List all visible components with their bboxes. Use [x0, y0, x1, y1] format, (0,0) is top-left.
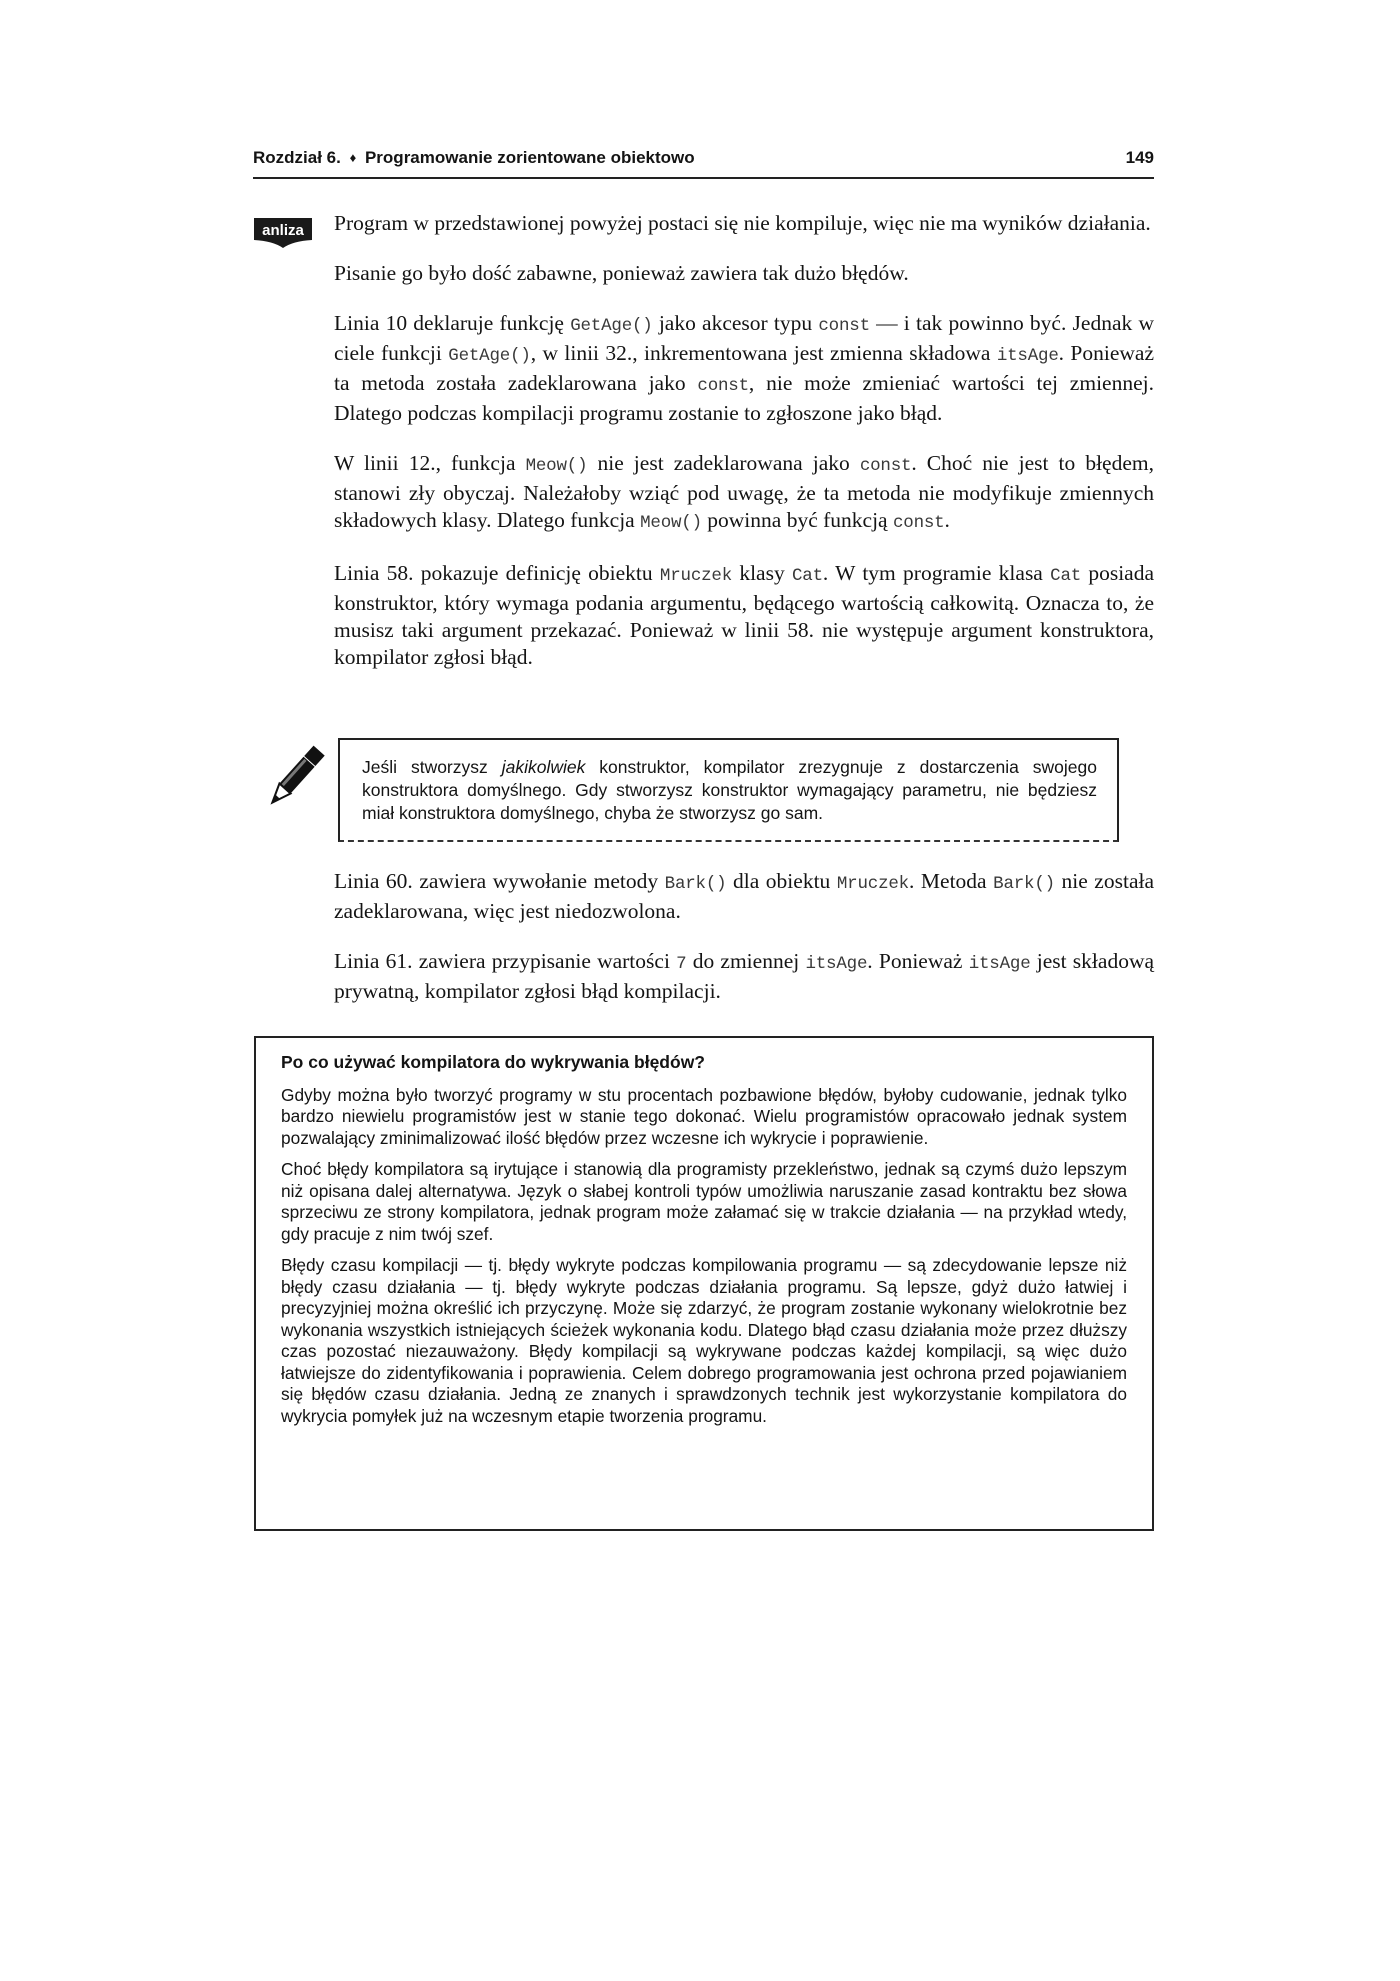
- code-itsage: itsAge: [996, 346, 1059, 366]
- note-emphasis: jakikolwiek: [501, 757, 586, 777]
- paragraph-5: [334, 560, 1154, 671]
- diamond-separator-icon: ♦: [349, 150, 357, 165]
- sidebar-paragraph-2: Choć błędy kompilatora są irytujące i stanowią dla programisty przekleństwo, jednak są czymś dużo lepszym niż opisana dalej alternatywa. Język o słabej kontroli typów umożliwia naruszanie zasad kontraktu bez słowa sprzeciwu ze strony kompilatora, jednak program może załamać się w trakcie działania — na przykład wtedy, gdy pracuje z nim twój szef.: [281, 1159, 1127, 1244]
- chapter-label: Rozdział 6.: [253, 148, 341, 167]
- code-cat: Cat: [791, 566, 823, 586]
- sidebar-paragraph-1: Gdyby można było tworzyć programy w stu procentach pozbawione błędów, byłoby cudowanie, jednak tylko bardzo niewielu programistów jest w stanie tego dokonać. Wielu programistów opracowało jednak system pozwalający zminimalizować ilość błędów przez wczesne ich wykrycie i poprawienie.: [281, 1084, 1127, 1148]
- paragraph-3: [334, 310, 1154, 427]
- text-run: . Choć nie jest to błędem, stanowi zły obyczaj. Należałoby wziąć pod uwagę, że ta metoda nie modyfikuje zmiennych składowych klasy. Dlatego funkcja: [334, 451, 1154, 532]
- pencil-note-icon: [258, 744, 326, 816]
- code-const: const: [697, 376, 749, 396]
- text-run: Linia 58. pokazuje definicję obiektu: [334, 561, 660, 585]
- code-const: const: [818, 316, 870, 336]
- text-run: Linia 10 deklaruje funkcję: [334, 311, 571, 335]
- text-run: powinna być funkcją: [701, 508, 893, 532]
- text-run: nie jest zadeklarowana jako: [587, 451, 860, 475]
- page-number: 149: [1125, 148, 1154, 167]
- code-meow: Meow(): [525, 456, 588, 476]
- text-run: Linia 60. zawiera wywołanie metody: [334, 869, 665, 893]
- text-run: jako akcesor typu: [652, 311, 819, 335]
- code-itsage: itsAge: [805, 954, 868, 974]
- text-run: dla obiektu: [726, 869, 837, 893]
- code-meow: Meow(): [640, 513, 702, 533]
- paragraph-2: Pisanie go było dość zabawne, ponieważ zawiera tak dużo błędów.: [334, 261, 909, 285]
- text-run: nie została zadeklarowana, więc jest niedozwolona.: [334, 869, 1155, 923]
- analysis-badge-icon: [253, 216, 313, 249]
- paragraph-4: [334, 450, 1154, 537]
- code-const: const: [859, 456, 912, 476]
- code-mruczek: Mruczek: [659, 566, 733, 586]
- sidebar-paragraph-3: Błędy czasu kompilacji — tj. błędy wykryte podczas kompilowania programu — są zdecydowanie lepsze niż błędy czasu działania — tj. błędy wykryte podczas działania programu. Są lepsze, gdyż dużo łatwiej i precyzyjniej można określić ich przyczynę. Może się zdarzyć, że program zostanie wykonany wielokrotnie bez wykonania wszystkich istniejących ścieżek wykonania kodu. Dlatego błąd czasu działania może przez dłuższy czas pozostać niezauważony. Błędy kompilacji są wykrywane podczas każdej kompilacji, są więc dużo łatwiejsze do zidentyfikowania i poprawienia. Celem dobrego programowania jest ochrona przed pojawianiem się błędów czasu działania. Jedną ze znanych i sprawdzonych technik jest wykorzystanie kompilatora do wykrycia pomyłek już na wczesnym etapie tworzenia programu.: [281, 1255, 1127, 1426]
- chapter-name: Programowanie zorientowane obiektowo: [364, 148, 695, 167]
- code-itsage: itsAge: [968, 954, 1031, 974]
- code-getage: GetAge(): [448, 346, 531, 366]
- code-cat: Cat: [1050, 566, 1082, 586]
- text-run: .: [944, 508, 950, 532]
- text-run: do zmiennej: [686, 949, 806, 973]
- code-mruczek: Mruczek: [836, 874, 909, 894]
- text-run: . Ponieważ: [867, 949, 969, 973]
- note-text: Jeśli stworzysz: [362, 757, 502, 777]
- text-run: — i tak powinno być. Jednak w ciele funkcji: [334, 311, 1154, 365]
- main-text-top: [334, 210, 1154, 694]
- text-run: jest składową prywatną, kompilator zgłosi błąd kompilacji.: [334, 949, 1155, 1003]
- code-getage: GetAge(): [570, 316, 653, 336]
- text-run: . Ponieważ ta metoda została zadeklarowana jako: [334, 341, 1154, 395]
- note-text: konstruktor, kompilator zrezygnuje z dostarczenia swojego konstruktora domyślnego. Gdy stworzysz konstruktor wymagający parametru, nie będziesz miał konstruktora domyślnego, chyba że stworzysz go sam.: [362, 757, 1097, 823]
- paragraph-7: [334, 948, 1154, 1005]
- text-run: posiada konstruktor, który wymaga podania argumentu, będącego wartością całkowitą. Oznacza to, że musisz taki argument przekazać. Ponieważ w linii 58. nie występuje argument konstruktora, kompilator zgłosi błąd.: [334, 561, 1154, 669]
- code-bark: Bark(): [993, 874, 1055, 894]
- text-run: . Metoda: [908, 869, 994, 893]
- text-run: W linii 12., funkcja: [334, 451, 526, 475]
- running-header: [253, 147, 1154, 179]
- text-run: klasy: [732, 561, 792, 585]
- text-run: . W tym programie klasa: [822, 561, 1051, 585]
- code-const: const: [892, 513, 945, 533]
- code-seven: 7: [676, 954, 687, 974]
- sidebar-title: Po co używać kompilatora do wykrywania błędów?: [281, 1052, 705, 1072]
- text-run: Linia 61. zawiera przypisanie wartości: [334, 949, 677, 973]
- main-text-bottom: [334, 868, 1154, 1028]
- note-box: [338, 738, 1119, 842]
- text-run: , w linii 32., inkrementowana jest zmienna składowa: [530, 341, 997, 365]
- chapter-title: [253, 148, 695, 168]
- sidebar-box: [254, 1036, 1154, 1531]
- paragraph-6: [334, 868, 1154, 925]
- badge-label: anliza: [262, 222, 304, 239]
- text-run: , nie może zmieniać wartości tej zmiennej. Dlatego podczas kompilacji programu zostanie to zgłoszone jako błąd.: [334, 371, 1154, 425]
- paragraph-1: Program w przedstawionej powyżej postaci się nie kompiluje, więc nie ma wyników działania.: [334, 211, 1151, 235]
- code-bark: Bark(): [664, 874, 727, 894]
